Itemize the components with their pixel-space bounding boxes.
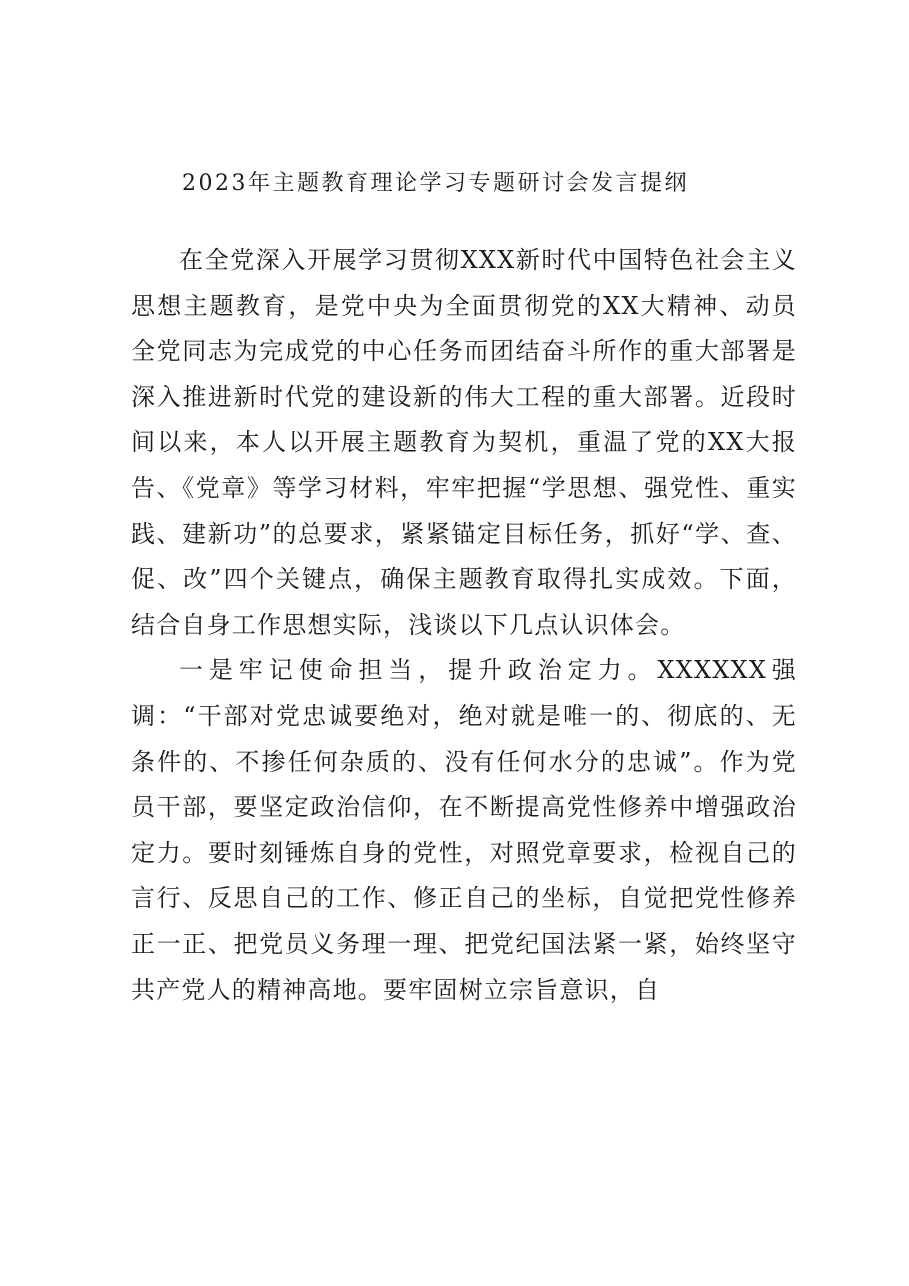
document-body — [131, 238, 797, 1013]
paragraph-intro: 在全党深入开展学习贯彻XXX新时代中国特色社会主义思想主题教育，是党中央为全面贯彻党的XX大精神、动员全党同志为完成党的中心任务而团结奋斗所作的重大部署是深入推进新时代党的建设新的伟大工程的重大部署。近段时间以来，本人以开展主题教育为契机，重温了党的XX大报告、《党章》等学习材料，牢牢把握“学思想、强党性、重实践、建新功”的总要求，紧紧锚定目标任务，抓好“学、查、促、改”四个关键点，确保主题教育取得扎实成效。下面，结合自身工作思想实际，浅谈以下几点认识体会。 — [131, 246, 797, 639]
document-title: 2023年主题教育理论学习专题研讨会发言提纲 — [182, 171, 689, 196]
paragraph-point-one: 一是牢记使命担当，提升政治定力。XXXXXX强调：“干部对党忠诚要绝对，绝对就是唯一的、彻底的、无条件的、不掺任何杂质的、没有任何水分的忠诚”。作为党员干部，要坚定政治信仰，在不断提高党性修养中增强政治定力。要时刻锤炼自身的党性，对照党章要求，检视自己的言行、反思自己的工作、修正自己的坐标，自觉把党性修养正一正、把党员义务理一理、把党纪国法紧一紧，始终坚守共产党人的精神高地。要牢固树立宗旨意识，自 — [131, 656, 797, 1004]
